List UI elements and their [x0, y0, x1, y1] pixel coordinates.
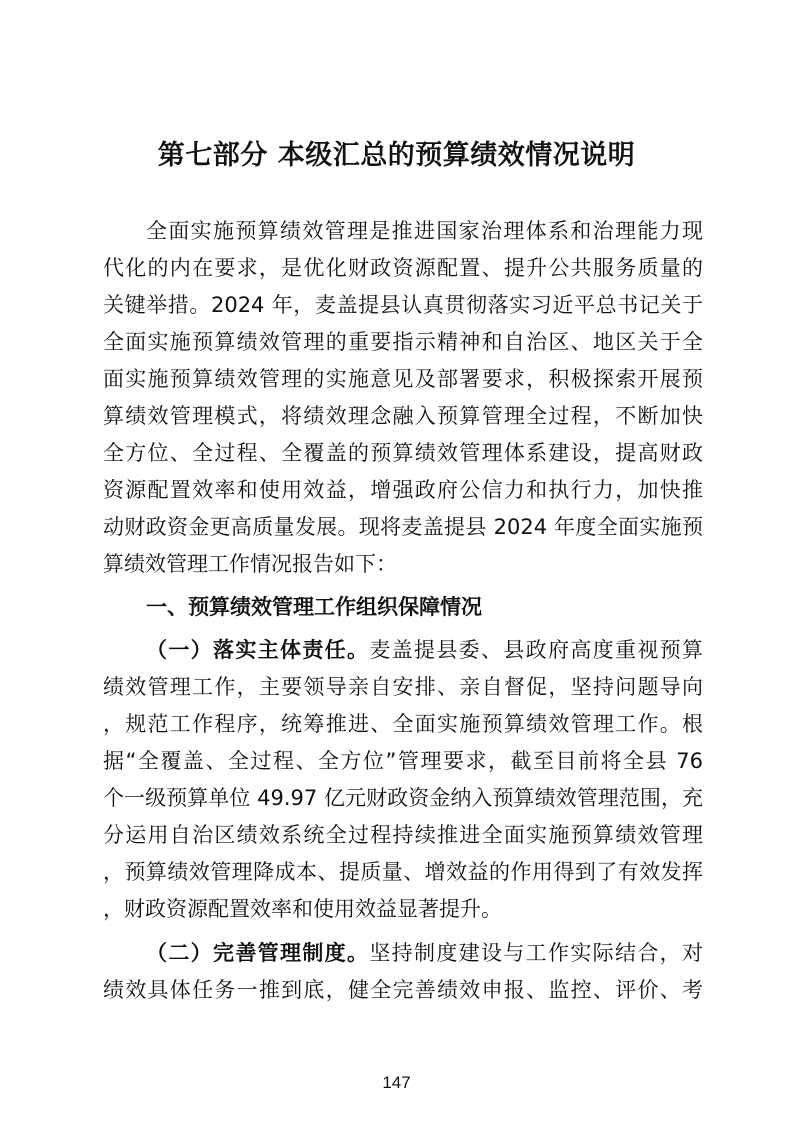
item-text: 麦盖提县委、县政府高度重视预算 [369, 638, 704, 662]
paragraph-line: 全面实施预算绩效管理是推进国家治理体系和治理能力现 [146, 219, 703, 243]
paragraph-line: 全面实施预算绩效管理的重要指示精神和自治区、地区关于全 [103, 330, 703, 354]
paragraph-line: 关键举措。2024 年，麦盖提县认真贯彻落实习近平总书记关于 [103, 293, 703, 317]
paragraph-line: ，财政资源配置效率和使用效益显著提升。 [103, 897, 502, 921]
paragraph-line: ，规范工作程序，统筹推进、全面实施预算绩效管理工作。根 [103, 712, 703, 736]
item-first-line [146, 938, 703, 968]
paragraph-line: ，预算绩效管理降成本、提质量、增效益的作用得到了有效发挥 [103, 860, 703, 884]
item-text: 坚持制度建设与工作实际结合，对 [369, 941, 704, 965]
item-label: （二）完善管理制度。 [146, 941, 370, 965]
paragraph-line: 算绩效管理工作情况报告如下： [103, 552, 397, 576]
paragraph-line: 个一级预算单位 49.97 亿元财政资金纳入预算绩效管理范围，充 [103, 786, 703, 810]
paragraph-line: 代化的内在要求，是优化财政资源配置、提升公共服务质量的 [103, 256, 703, 280]
paragraph-line: 绩效具体任务一推到底，健全完善绩效申报、监控、评价、考 [103, 978, 703, 1002]
paragraph-line: 分运用自治区绩效系统全过程持续推进全面实施预算绩效管理 [103, 823, 703, 847]
paragraph-line: 据“全覆盖、全过程、全方位”管理要求，截至目前将全县 76 [103, 749, 703, 773]
paragraph-line: 全方位、全过程、全覆盖的预算绩效管理体系建设，提高财政 [103, 441, 703, 465]
paragraph-line: 资源配置效率和使用效益，增强政府公信力和执行力，加快推 [103, 478, 703, 502]
page-title: 第七部分 本级汇总的预算绩效情况说明 [157, 140, 636, 171]
paragraph-line: 算绩效管理模式，将绩效理念融入预算管理全过程，不断加快 [103, 404, 703, 428]
paragraph-line: 绩效管理工作，主要领导亲自安排、亲自督促，坚持问题导向 [103, 675, 703, 699]
section-heading: 一、预算绩效管理工作组织保障情况 [146, 595, 482, 619]
paragraph-line: 动财政资金更高质量发展。现将麦盖提县 2024 年度全面实施预 [103, 515, 703, 539]
page-number: 147 [382, 1073, 411, 1092]
item-label: （一）落实主体责任。 [146, 638, 370, 662]
paragraph-line: 面实施预算绩效管理的实施意见及部署要求，积极探索开展预 [103, 367, 703, 391]
item-first-line [146, 635, 703, 665]
